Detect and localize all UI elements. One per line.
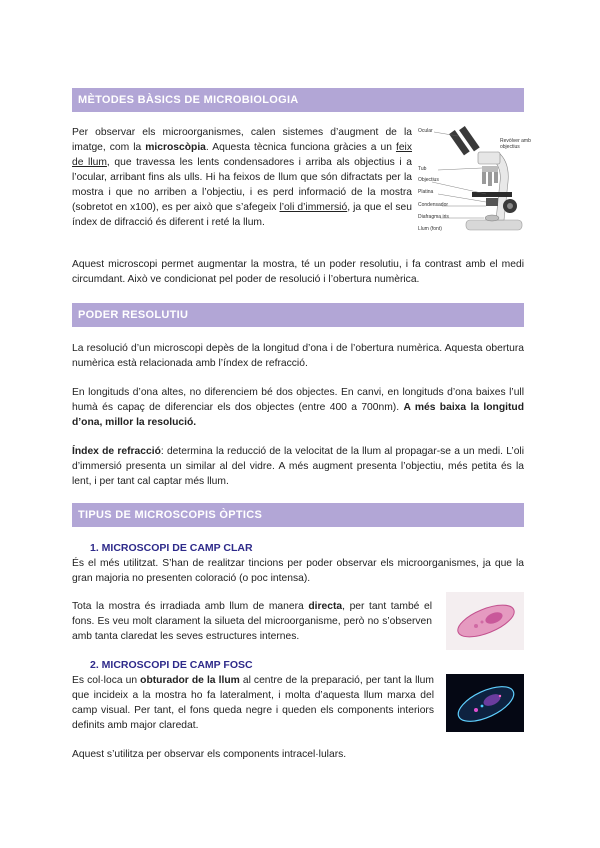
text: , ja que el seu índex de difracció és diferent i reté la llum.: [72, 202, 413, 228]
paragraph-index-refraccio: [72, 444, 524, 489]
text: En longituds d’ona altes, no diferenciem bé dos objectes. En canvi, en longituds d’ona baixes l’ull humà és capaç de diferenciar els dos objectes (entre 400 a 700nm).: [72, 387, 524, 413]
text: Es col·loca un: [72, 675, 141, 686]
bold-index: Índex de refracció: [72, 446, 161, 457]
bold-microscopia: microscòpia: [145, 142, 206, 153]
label-platina: Platina: [418, 189, 434, 195]
label-diafragma: Diafragma iris: [418, 214, 449, 220]
text: . Aquesta tècnica funciona gràcies a un: [205, 142, 396, 153]
paragraph-intracellulars: Aquest s’utilitza per observar els components intracel·lulars.: [72, 749, 347, 760]
paragraph-resolucio: La resolució d’un microscopi depès de la longitud d’ona i de l’obertura numèrica. Aquesta obertura numèrica està relacionada amb l’índex de refracció.: [72, 343, 524, 369]
bold-directa: directa: [308, 601, 343, 612]
paragraph-augment: Aquest microscopi permet augmentar la mostra, té un poder resolutiu, i fa contrast amb el medi circumdant. Això ve condicionat pel poder de resolució i l’obertura numèrica.: [72, 259, 524, 285]
section-heading-poder-resolutiu: PODER RESOLUTIU: [72, 303, 524, 327]
text: Tota la mostra és irradiada amb llum de manera: [72, 601, 309, 612]
text: , per tant també el fons. Es veu molt clarament la silueta del microorganisme, però no s’observen amb tanta claredat les seves estructures internes.: [72, 601, 432, 642]
text: , que travessa les lents condensadores i arriba als objectius i a l’ocular, arribant fins als ulls. Hi ha feixos de llum que són difractats per la mostra i que no arriben a l’objectiu, i es perd informació de la mostra (sobretot en x100), es per això que s’afegeix: [72, 157, 412, 213]
paragraph-llum-directa: [72, 599, 432, 644]
text: : determina la reducció de la velocitat de la llum al propagar-se a un medi. L’oli d’immersió presenta un similar al del vidre. A més augment presenta l’objectiu, més petita és la lent, i per tant cal captar més llum.: [72, 446, 524, 487]
underlined-feix: feix de llum: [72, 142, 412, 168]
label-tub: Tub: [418, 166, 427, 172]
subheading-camp-clar: 1. MICROSCOPI DE CAMP CLAR: [90, 542, 253, 554]
dark-field-image: [446, 674, 524, 732]
label-ocular: Ocular: [418, 128, 433, 134]
bold-obturador: obturador de la llum: [140, 675, 240, 686]
section-heading-tipus: TIPUS DE MICROSCOPIS ÒPTICS: [72, 503, 524, 527]
paragraph-longituds: [72, 385, 524, 430]
subheading-camp-fosc: 2. MICROSCOPI DE CAMP FOSC: [90, 659, 253, 671]
bright-field-image: [446, 592, 524, 650]
label-revolver: Revòlver amb: [500, 138, 531, 144]
intro-paragraph: [72, 125, 412, 230]
paragraph-camp-clar: És el més utilitzat. S’han de realitzar tincions per poder observar els microorganismes, ja que la gran majoria no presenten coloració (o poc intensa).: [72, 558, 524, 584]
underlined-oli: l’oli d’immersió: [279, 202, 348, 213]
paragraph-camp-fosc: [72, 673, 434, 733]
label-condensador: Condensador: [418, 202, 449, 208]
text: al centre de la preparació, per tant la llum que incideix a la mostra ho fa lateralment, i molta d’aquesta llum marxa del camp visual. Per tant, el fons queda negre i queden els components interiors definits amb major claredat.: [72, 675, 434, 731]
bold-longitud: A més baixa la longitud d’ona, millor la resolució.: [72, 402, 525, 428]
label-objectius: Objectius: [418, 177, 439, 183]
section-heading-metodes: MÈTODES BÀSICS DE MICROBIOLOGIA: [72, 88, 524, 112]
microscope-diagram: [416, 122, 531, 240]
label-objectius-1: objectius: [500, 144, 520, 150]
label-llum: Llum (font): [418, 226, 442, 232]
text: Per observar els microorganismes, calen sistemes d’augment de la imatge, com la: [72, 127, 412, 153]
